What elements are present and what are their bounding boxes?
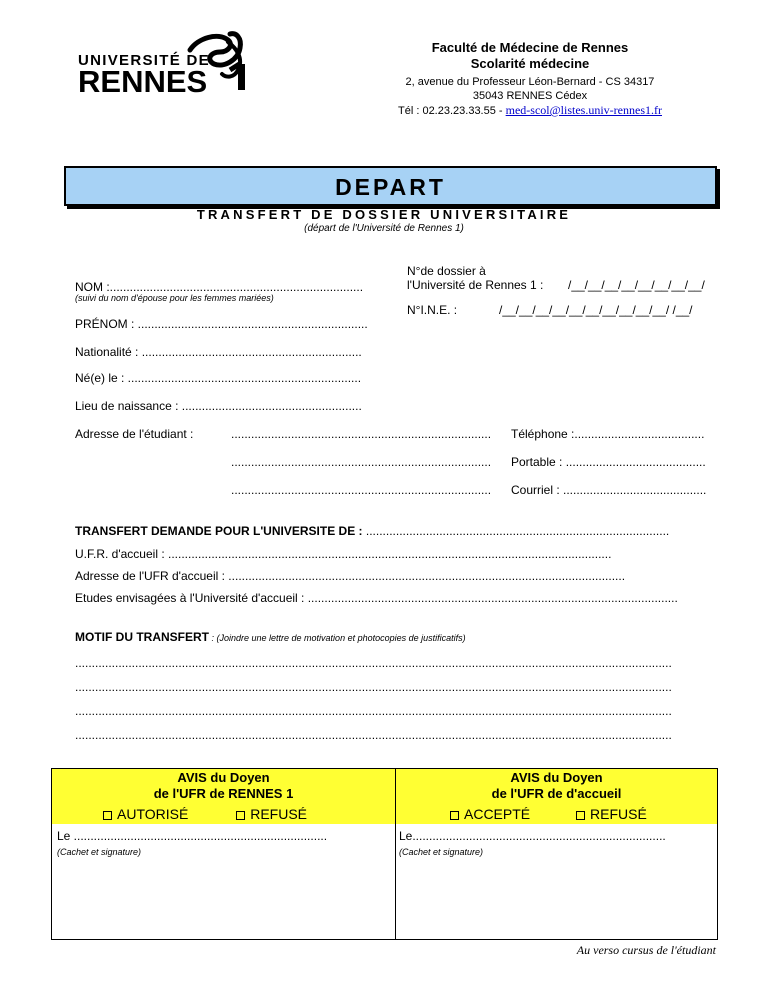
nom-note: (suivi du nom d'épouse pour les femmes mariées) [75,293,274,303]
refuse-checkbox[interactable] [236,806,307,822]
refuse-label: REFUSÉ [250,806,307,822]
address-line1: 2, avenue du Professeur Léon-Bernard - CS 34317 [405,76,655,88]
autorise-label: AUTORISÉ [117,806,189,822]
verso-note: Au verso cursus de l'étudiant [576,943,716,957]
contact-line [370,103,690,118]
avis-rennes1-header [52,769,395,824]
faculty-name: Faculté de Médecine de Rennes [431,40,629,55]
motif-note: : (Joindre une lettre de motivation et photocopies de justificatifs) [209,633,466,643]
refuse-accueil-checkbox[interactable] [576,806,647,822]
prenom-field[interactable]: PRÉNOM : ..................................................................... [75,317,368,331]
checkbox-icon [450,811,459,820]
checkbox-icon [236,811,245,820]
nom-field[interactable]: NOM :............................................................................ [75,280,364,294]
courriel-field[interactable]: Courriel : ........................................... [511,483,707,497]
naissance-field[interactable]: Né(e) le : ...................................................................... [75,371,362,385]
dossier-number-field[interactable]: /__/__/__/__/__/__/__/__/ [568,278,705,292]
transfert-field[interactable] [75,524,669,538]
motif-heading-line [75,630,466,644]
avis-accueil-date-field[interactable]: Le............................................................................ [399,829,666,843]
avis-rennes1-title1: AVIS du Doyen [177,770,270,785]
page-title: DEPART [335,174,446,200]
avis-rennes1-date-field[interactable]: Le ............................................................................ [57,829,328,843]
avis-rennes1 [52,769,396,939]
lieu-naissance-field[interactable]: Lieu de naissance : ...................................................... [75,399,362,413]
subtitle-note: (départ de l'Université de Rennes 1) [304,223,464,234]
avis-accueil-title2: de l'UFR de d'accueil [491,786,622,801]
logo-line1: UNIVERSITÉ DE [78,52,210,69]
avis-accueil-cachet: (Cachet et signature) [399,847,484,857]
motif-heading: MOTIF DU TRANSFERT [75,630,209,644]
refuse-accueil-label: REFUSÉ [590,806,647,822]
avis-rennes1-title2: de l'UFR de RENNES 1 [153,786,294,801]
dossier-label-2: l'Université de Rennes 1 : [407,278,544,292]
dossier-label-1: N°de dossier à [407,264,486,278]
logo-line2: RENNES [78,64,208,99]
transfert-dots: ........................................................................................... [365,524,670,538]
phone-text: Tél : 02.23.23.33.55 - [398,105,506,117]
service-name: Scolarité médecine [470,56,590,71]
accepte-label: ACCEPTÉ [464,806,531,822]
address-line2: 35043 RENNES Cédex [472,90,588,102]
checkbox-icon [576,811,585,820]
avis-table [51,768,718,940]
title-banner [64,166,717,206]
adresse-line-2[interactable]: .............................................................................. [231,455,492,469]
adresse-line-3[interactable]: .............................................................................. [231,483,492,497]
faculty-header [370,40,690,118]
accepte-checkbox[interactable] [450,806,530,822]
ine-number-field[interactable]: /__/__/__/__/__/__/__/__/__/__/ /__/ [499,303,693,317]
etudes-field[interactable] [75,591,678,605]
avis-rennes1-cachet: (Cachet et signature) [57,847,142,857]
etudes-label: Etudes envisagées à l'Université d'accueil [75,591,298,605]
adresse-line-1[interactable]: .............................................................................. [231,427,492,441]
adresse-label: Adresse de l'étudiant : [75,427,194,441]
portable-field[interactable]: Portable : .......................................... [511,455,706,469]
email-link[interactable]: med-scol@listes.univ-rennes1.fr [505,103,662,117]
etudes-dots: : ............................................................................................................... [297,591,678,605]
avis-accueil-header [396,769,717,824]
autorise-checkbox[interactable] [103,806,188,822]
checkbox-icon [103,811,112,820]
ine-label: N°I.N.E. : [407,303,458,317]
motif-line[interactable]: ................................................................................................................................................................................... [75,704,672,718]
adresse-ufr-field[interactable]: Adresse de l'UFR d'accueil : ....................................................................................................................... [75,569,626,583]
motif-line[interactable]: ................................................................................................................................................................................... [75,728,672,742]
motif-line[interactable]: ................................................................................................................................................................................... [75,680,672,694]
ufr-accueil-field[interactable]: U.F.R. d'accueil : ..................................................................................................................................... [75,547,612,561]
motif-line[interactable]: ................................................................................................................................................................................... [75,656,672,670]
telephone-field[interactable]: Téléphone :....................................... [511,427,705,441]
transfert-heading: TRANSFERT DEMANDE POUR L'UNIVERSITE DE : [75,524,366,538]
avis-accueil [396,769,717,939]
subtitle: TRANSFERT DE DOSSIER UNIVERSITAIRE [196,207,572,222]
avis-accueil-title1: AVIS du Doyen [510,770,603,785]
nationalite-field[interactable]: Nationalité : .................................................................. [75,345,362,359]
university-logo [78,30,253,99]
